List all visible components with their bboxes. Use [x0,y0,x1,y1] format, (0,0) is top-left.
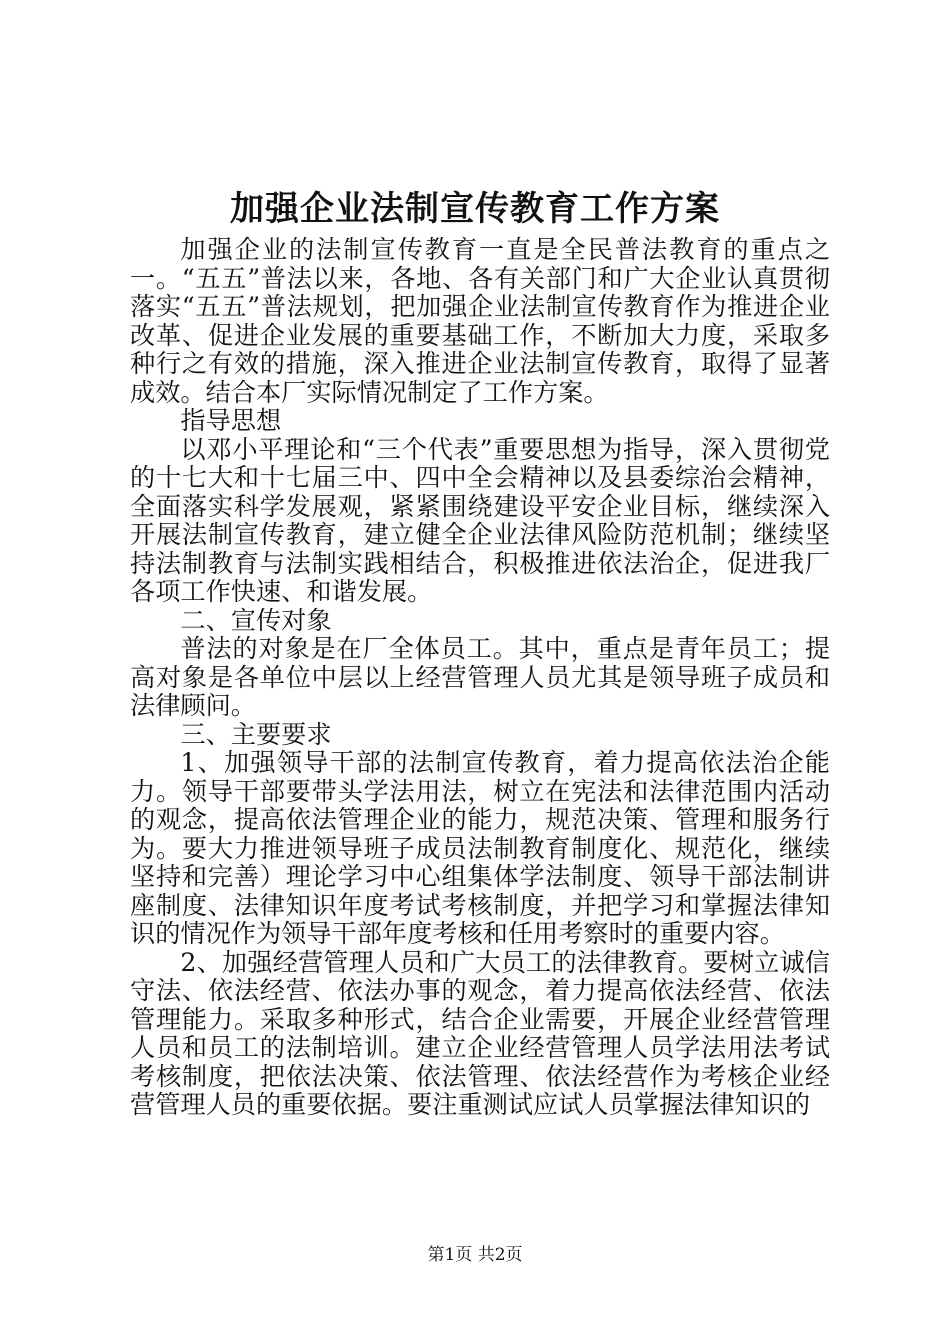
guiding-ideology-paragraph: 以邓小平理论和“三个代表”重要思想为指导，深入贯彻党的十七大和十七届三中、四中全会精神以及县委综治会精神，全面落实科学发展观，紧紧围绕建设平安企业目标，继续深入开展法制宣传教育，建立健全企业法律风险防范机制；继续坚持法制教育与法制实践相结合，积极推进依法治企，促进我厂各项工作快速、和谐发展。 [130,434,830,606]
page-footer: 第1页 共2页 [427,1245,523,1265]
requirement-2-paragraph: 2、加强经营管理人员和广大员工的法律教育。要树立诚信守法、依法经营、依法办事的观念，着力提高依法经营、依法管理能力。采取多种形式，结合企业需要，开展企业经营管理人员和员工的法制培训。建立企业经营管理人员学法用法考试考核制度，把依法决策、依法管理、依法经营作为考核企业经营管理人员的重要依据。要注重测试应试人员掌握法律知识的 [130,947,830,1119]
section-heading-requirements: 三、主要要求 [180,719,332,749]
section-heading-guiding-ideology: 指导思想 [180,406,282,435]
audience-paragraph: 普法的对象是在厂全体员工。其中，重点是青年员工；提高对象是各单位中层以上经营管理人员尤其是领导班子成员和法律顾问。 [130,634,830,720]
intro-paragraph: 加强企业的法制宣传教育一直是全民普法教育的重点之一。“五五”普法以来，各地、各有关部门和广大企业认真贯彻落实“五五”普法规划，把加强企业法制宣传教育作为推进企业改革、促进企业发展的重要基础工作，不断加大力度，采取多种行之有效的措施，深入推进企业法制宣传教育，取得了显著成效。结合本厂实际情况制定了工作方案。 [130,235,830,407]
section-heading-audience: 二、宣传对象 [180,605,332,635]
document-body [130,236,830,1120]
document-title: 加强企业法制宣传教育工作方案 [230,189,720,229]
requirement-1-paragraph: 1、加强领导干部的法制宣传教育，着力提高依法治企能力。领导干部要带头学法用法，树立在宪法和法律范围内活动的观念，提高依法管理企业的能力，规范决策、管理和服务行为。要大力推进领导班子成员法制教育制度化、规范化，继续坚持和完善）理论学习中心组集体学法制度、领导干部法制讲座制度、法律知识年度考试考核制度，并把学习和掌握法律知识的情况作为领导干部年度考核和任用考察时的重要内容。 [130,748,830,948]
